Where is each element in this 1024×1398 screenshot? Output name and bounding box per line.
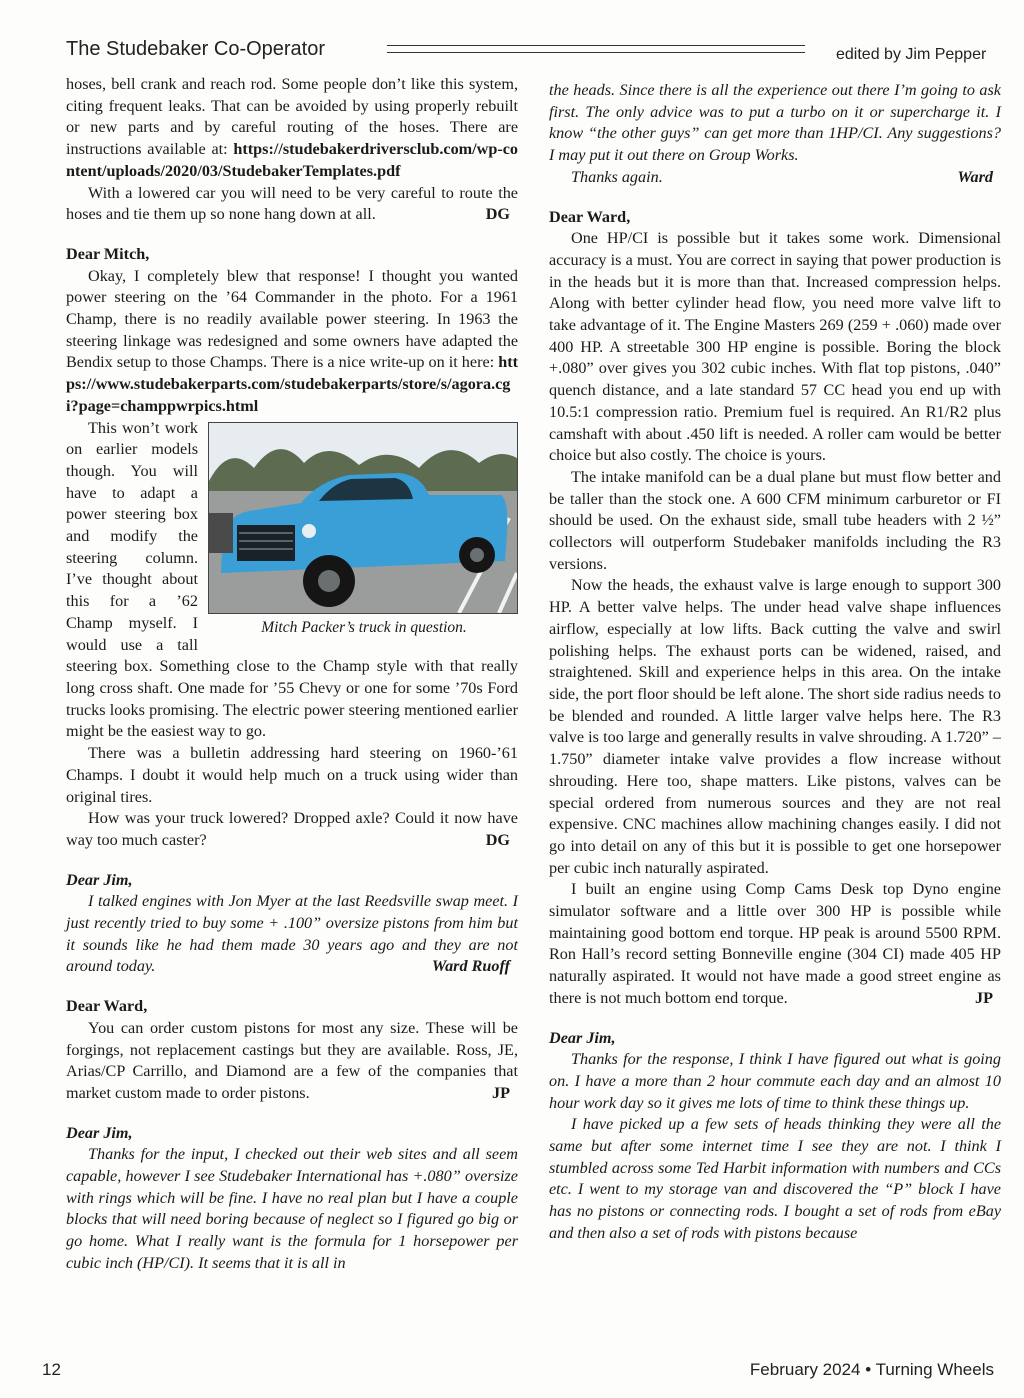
- paragraph: The intake manifold can be a dual plane but must flow better and be taller than the stock one. A 600 CFM minimum carburetor or FI should be used. On the exhaust side, small tube headers with 2 ½” collectors will outperform Studebaker manifolds including the R3 versions.: [549, 467, 1001, 573]
- write-up-link[interactable]: https://www.studebakerparts.com/studebakerparts/store/s/agora.cgi?page=champpwrpics.html: [66, 353, 519, 415]
- paragraph: I have picked up a few sets of heads thinking they were all the same but after some internet time I see they are not. I think I stumbled across some Ted Harbit information with numbers and CCs etc. I went to my storage van and discovered the “P” block I have has no pistons or connecting rods. I bought a set of rods from eBay and then also a set of rods with pistons because: [549, 1115, 1001, 1242]
- instructions-link[interactable]: https://studebakerdriversclub.com/wp-content/uploads/2020/03/StudebakerTemplates.pdf: [66, 140, 519, 180]
- paragraph: I talked engines with Jon Myer at the last Reedsville swap meet. I just recently tried to buy some + .100” oversize pistons from him but it sounds like he had them made 30 years ago and they are not around today. Ward Ruoff: [66, 891, 518, 978]
- issue-footer: February 2024 • Turning Wheels: [749, 1360, 994, 1379]
- paragraph: One HP/CI is possible but it takes some work. Dimensional accuracy is a must. You are correct in saying that power production is in the heads but it is more than that. Increased compression helps. Along with better cylinder head flow, you need more valve lift to take advantage of it. The Engine Masters 269 (259 + .060) made over 400 HP. A streetable 300 HP engine is possible. Boring the block +.080” over gives you 302 cubic inches. With flat top pistons, .040” quench distance, and a late standard 57 CC head you end up with 10.5:1 compression ratio. Premium fuel is required. An R1/R2 plus camshaft with about .450 lift is needed. A roller cam would be better choice but also costly. The choice is yours.: [549, 229, 1001, 465]
- paragraph: This won’t work on earlier models though. You will have to adapt a power steering box and modify the steering column. I’ve thought about this for a ’62 Champ myself. I would use a tall steering box. Something close to the Champ style with that really long cross shaft. One made for ’55 Chevy or one for some ’70s Ford trucks looks promising. The electric power steering mentioned earlier might be the easiest way to go.: [66, 418, 518, 741]
- page-number: 12: [42, 1360, 61, 1379]
- salutation: Dear Jim,: [66, 1123, 133, 1142]
- header-title: The Studebaker Co-Operator: [66, 38, 326, 60]
- paragraph: the heads. Since there is all the experience out there I’m going to ask first. The only advice was to put a turbo on it or supercharge it. I know “the other guys” can get more than 1HP/CI. Any suggestions? I may put it out there on Group Works.: [549, 81, 1001, 165]
- salutation: Dear Ward,: [549, 207, 631, 226]
- signature: JP: [492, 1083, 510, 1102]
- truck-photo-figure: [208, 422, 520, 638]
- signature: DG: [485, 205, 510, 224]
- truck-photo: [208, 422, 518, 614]
- salutation: Dear Jim,: [549, 1028, 616, 1047]
- paragraph: How was your truck lowered? Dropped axle? Could it now have way too much caster? DG: [66, 808, 518, 851]
- paragraph: Now the heads, the exhaust valve is large enough to support 300 HP. A better valve helps. The under head valve shape influences airflow, especially at low lifts. Back cutting the valve and swirl polishing helps. The exhaust ports can be widened, raised, and straightened. Skill and experience helps in this area. On the intake side, the port floor should be left alone. The short side radius needs to be blended and rounded. A little larger valve helps here. The R3 valve is too large and generally results in valve shrouding. A 1.720” – 1.750” diameter intake valve provides a flow increase without shrouding. Here too, shape matters. Like pistons, valves can be special ordered from numerous sources and they are not real expensive. CNC machines allow machining changes easily. I did not go into detail on any of this but it is possible to get one horsepower per cubic inch naturally aspirated.: [549, 576, 1001, 877]
- paragraph: Thanks again. Ward: [549, 167, 1001, 189]
- signature: DG: [485, 830, 510, 849]
- left-column: [66, 74, 518, 1275]
- paragraph: hoses, bell crank and reach rod. Some people don’t like this system, citing frequent leaks. That can be avoided by using properly rebuilt or new parts and by careful routing of the hoses. There are instructions available at: https://studebakerdriversclub.com/wp-content/uploads/2020/03/StudebakerTemplates.pdf: [66, 75, 519, 180]
- paragraph: Thanks for the input, I checked out their web sites and all seem capable, however I see Studebaker International has +.080” oversize with rings which will be fine. I have no real plan but I have a couple blocks that will need boring because of neglect so I figured go big or go home. What I really want is the formula for 1 horsepower per cubic inch (HP/CI). It seems that it is all in: [66, 1145, 518, 1272]
- paragraph: Okay, I completely blew that response! I thought you wanted power steering on the ’64 Commander in the photo. For a 1961 Champ, there is no readily available power steering. In 1963 the steering linkage was redesigned and some owners have adapted the Bendix setup to those Champs. There is a nice write-up on it here: https://www.studebakerparts.com/studebakerparts/store/s/agora.cgi?page=champpwrpics.html: [66, 266, 519, 415]
- salutation: Dear Ward,: [66, 997, 148, 1016]
- paragraph: You can order custom pistons for most any size. These will be forgings, not replacement castings but they are available. Ross, JE, Arias/CP Carrillo, and Diamond are a few of the companies that market custom made to order pistons. JP: [66, 1018, 518, 1105]
- paragraph: There was a bulletin addressing hard steering on 1960-’61 Champs. I doubt it would help much on a truck using wider than original tires.: [66, 744, 518, 806]
- header-editor: edited by Jim Pepper: [836, 46, 987, 63]
- signature: Ward Ruoff: [431, 957, 510, 976]
- paragraph: I built an engine using Comp Cams Desk top Dyno engine simulator software and a little over 300 HP is possible while maintaining good bottom end torque. HP peak is around 5500 RPM. Ron Hall’s record setting Bonneville engine (304 CI) made 405 HP naturally aspirated. It would not have made a good street engine as there is not much bottom end torque. JP: [549, 879, 1001, 1009]
- salutation: Dear Jim,: [66, 870, 133, 889]
- header-rule: [387, 45, 805, 53]
- paragraph: With a lowered car you will need to be very careful to route the hoses and tie them up so none hang down at all. DG: [66, 183, 518, 226]
- salutation: Dear Mitch,: [66, 244, 150, 263]
- right-column: [549, 80, 1001, 1245]
- paragraph: Thanks for the response, I think I have figured out what is going on. I have a more than 2 hour commute each day and an almost 10 hour work day so it gives me lots of time to think these things up.: [549, 1050, 1001, 1112]
- signature: Ward: [957, 167, 993, 186]
- signature: JP: [975, 988, 993, 1007]
- photo-caption: Mitch Packer’s truck in question.: [261, 618, 467, 636]
